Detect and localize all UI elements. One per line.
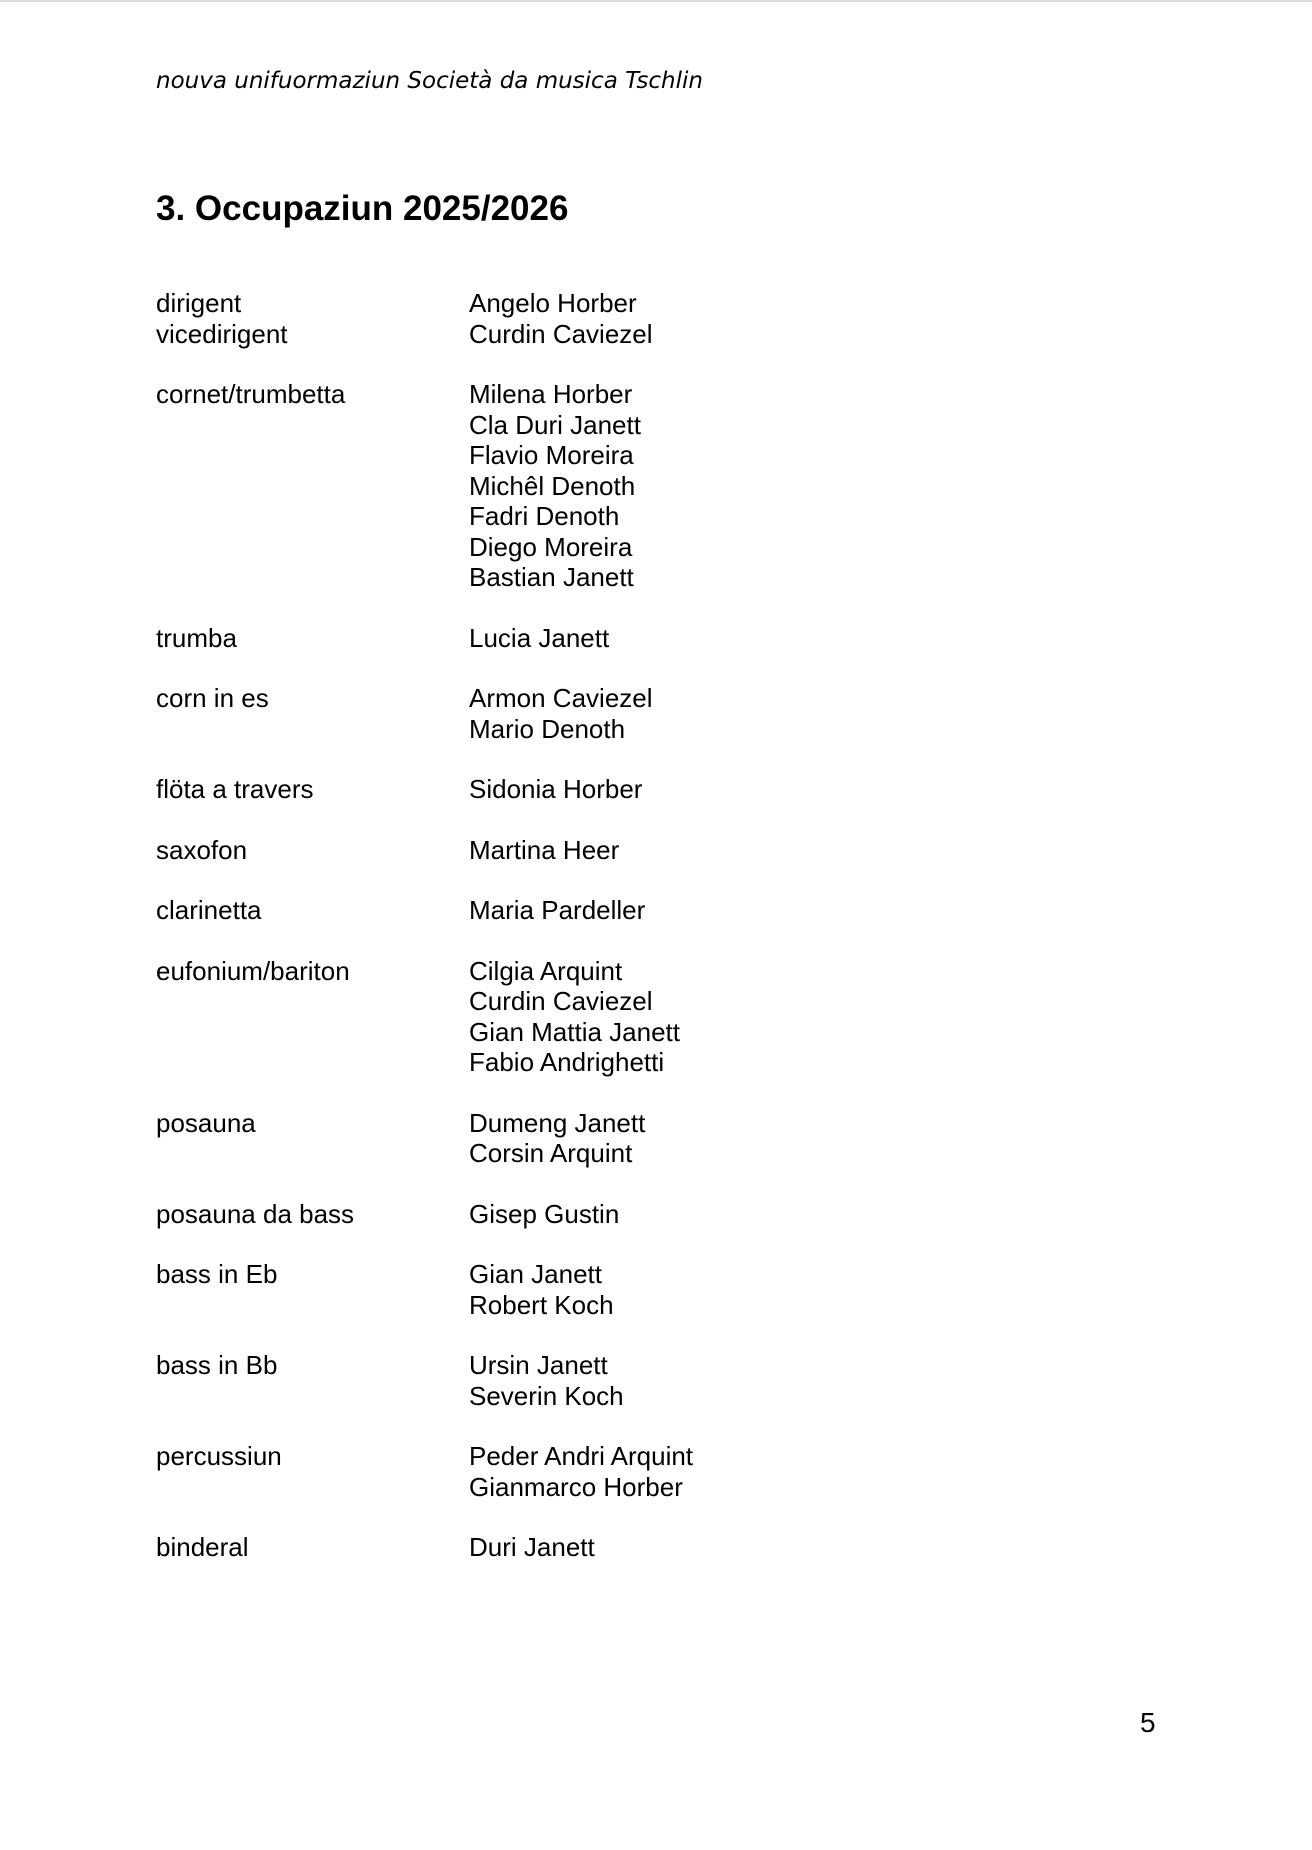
member-name: Flavio Moreira [469,440,634,470]
instrument-label: corn in es [156,683,269,713]
member-name: Cilgia Arquint [469,955,623,986]
page-top-rule [0,0,1312,2]
instrument-label: percussiun [156,1441,282,1471]
member-name: Lucia Janett [469,622,610,653]
member-name: Cla Duri Janett [469,409,641,440]
roster-entry-percussiun [156,1441,856,1502]
instrument-label: vicedirigent [156,318,288,349]
instrument-label: clarinetta [156,895,262,925]
roster-entry-eufonium [156,956,856,1078]
section-title: 3. Occupaziun 2025/2026 [156,189,569,228]
member-name: Maria Pardeller [469,895,646,925]
member-name: Mario Denoth [469,713,626,744]
member-name: Robert Koch [469,1289,614,1320]
roster-entry-saxofon [156,835,856,866]
member-name: Gisep Gustin [469,1198,620,1229]
member-name: Bastian Janett [469,562,634,592]
roster-entry-clarinetta [156,895,856,926]
member-name: Severin Koch [469,1380,624,1411]
member-name: Martina Heer [469,834,620,865]
roster-entry-vicedirigent [156,319,856,350]
instrument-label: bass in Eb [156,1259,278,1289]
member-name: Gian Mattia Janett [469,1016,680,1047]
member-name: Angelo Horber [469,288,637,318]
member-name: Dumeng Janett [469,1107,646,1138]
page-number: 5 [1140,1707,1156,1738]
roster-list [156,288,856,1593]
member-name: Curdin Caviezel [469,318,653,349]
roster-entry-binderal [156,1532,856,1563]
roster-entry-corn-in-es [156,683,856,744]
instrument-label: eufonium/bariton [156,955,350,986]
member-name: Peder Andri Arquint [469,1441,694,1471]
roster-entry-posauna-da-bass [156,1199,856,1230]
roster-entry-posauna [156,1108,856,1169]
roster-entry-bass-eb [156,1259,856,1320]
member-name: Sidonia Horber [469,774,643,804]
roster-entry-dirigent [156,288,856,319]
member-name: Fadri Denoth [469,501,620,531]
member-name: Ursin Janett [469,1350,608,1380]
instrument-label: binderal [156,1532,249,1562]
instrument-label: cornet/trumbetta [156,379,346,409]
member-name: Curdin Caviezel [469,986,653,1016]
instrument-label: flöta a travers [156,774,314,804]
instrument-label: saxofon [156,834,248,865]
roster-entry-cornet [156,379,856,593]
instrument-label: posauna da bass [156,1198,355,1229]
member-name: Duri Janett [469,1532,595,1562]
member-name: Milena Horber [469,379,633,409]
member-name: Armon Caviezel [469,683,653,713]
page-header: nouva unifuormaziun Società da musica Tschlin [156,68,703,94]
member-name: Corsin Arquint [469,1138,633,1168]
instrument-label: posauna [156,1107,256,1138]
instrument-label: trumba [156,622,237,653]
member-name: Fabio Andrighetti [469,1047,665,1077]
instrument-label: dirigent [156,288,242,318]
member-name: Michêl Denoth [469,470,636,501]
instrument-label: bass in Bb [156,1350,278,1380]
member-name: Gian Janett [469,1259,602,1289]
roster-entry-flota [156,774,856,805]
member-name: Gianmarco Horber [469,1471,683,1502]
member-name: Diego Moreira [469,531,633,562]
roster-entry-trumba [156,623,856,654]
roster-entry-bass-bb [156,1350,856,1411]
